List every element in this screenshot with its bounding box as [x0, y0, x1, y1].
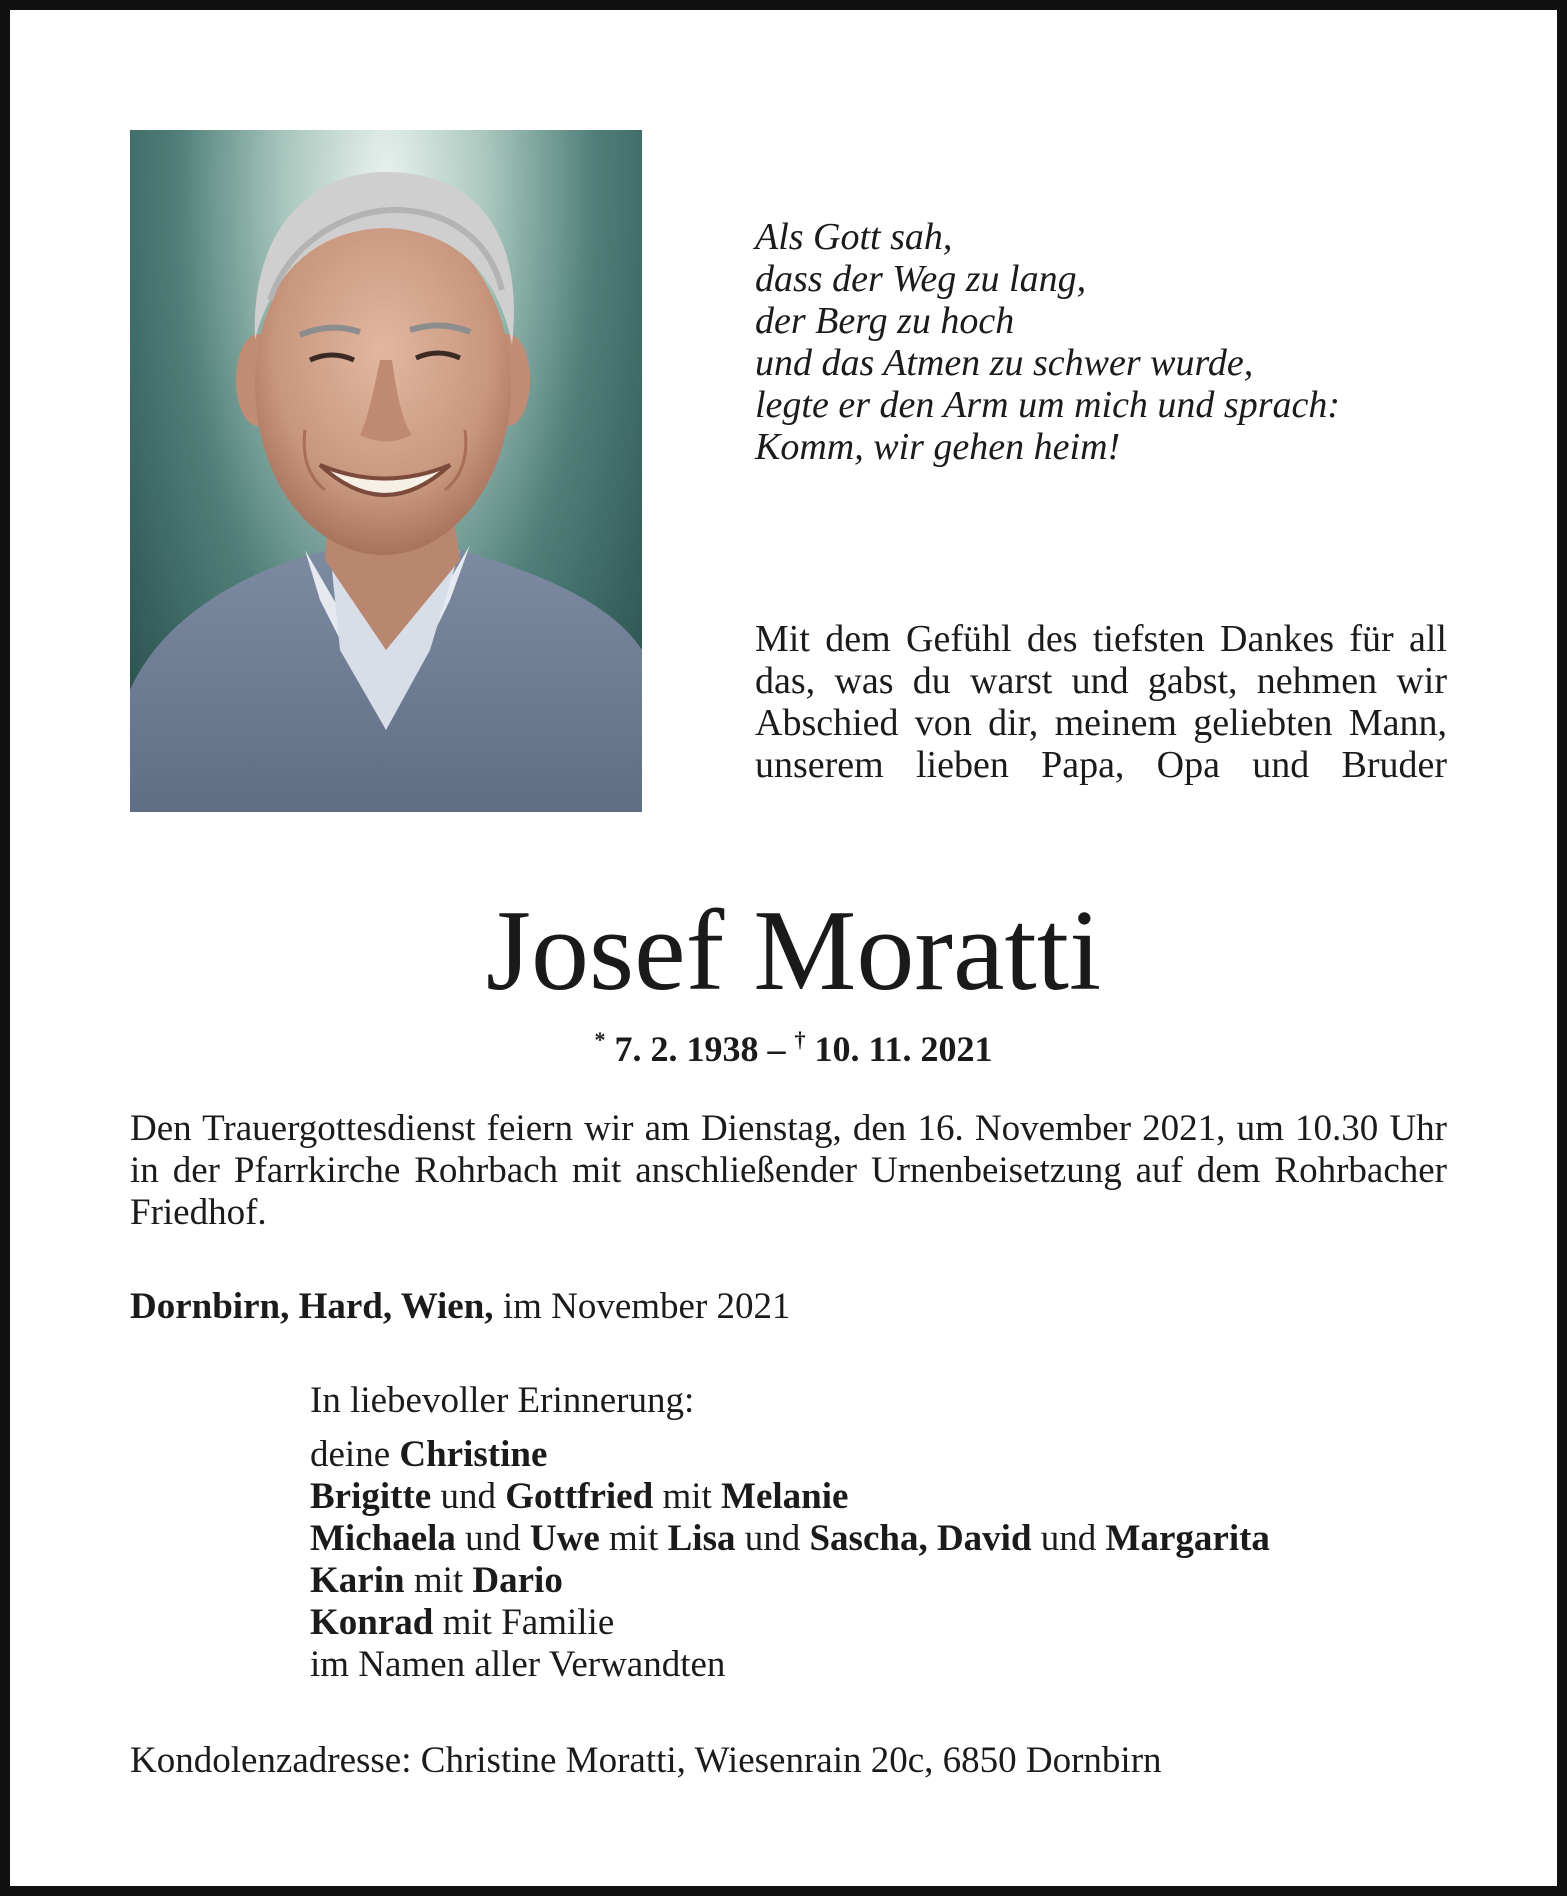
life-dates [10, 1018, 1567, 1071]
mourner-connector: mit [653, 1476, 722, 1517]
mourner-name: Lisa [667, 1518, 736, 1559]
mourner-connector: und [735, 1518, 810, 1559]
poem-line: der Berg zu hoch [755, 300, 1015, 342]
memory-heading: In liebevoller Erinnerung: [310, 1380, 695, 1421]
mourner-connector: mit Familie [433, 1602, 615, 1643]
poem-line: Komm, wir gehen heim! [755, 426, 1121, 468]
mourner-connector: und [455, 1518, 530, 1559]
mourner-name: Dario [472, 1560, 563, 1601]
mourner-name: Michaela [310, 1518, 456, 1559]
mourner-connector: im Namen aller Verwandten [310, 1644, 726, 1685]
mourner-connector: deine [310, 1434, 400, 1475]
portrait-illustration [130, 130, 642, 812]
mourner-line [310, 1644, 1270, 1686]
death-cross-icon: † [794, 1027, 806, 1052]
mourner-name: Margarita [1105, 1518, 1270, 1559]
death-date: 10. 11. 2021 [814, 1029, 993, 1069]
mourner-line [310, 1476, 1270, 1518]
birth-date: 7. 2. 1938 [614, 1029, 759, 1069]
portrait-photo-icon [130, 130, 642, 812]
mourner-name: Uwe [529, 1518, 600, 1559]
mourner-connector: mit [404, 1560, 473, 1601]
mourner-name: Brigitte [310, 1476, 432, 1517]
poem-line: legte er den Arm um mich und sprach: [755, 384, 1341, 426]
date-separator: – [767, 1029, 786, 1069]
month-year: im November 2021 [502, 1286, 791, 1327]
funeral-service-text: Den Trauergottesdienst feiern wir am Dienstag, den 16. November 2021, um 10.30 Uhr in der Pfarrkirche Rohrbach mit anschließender Urnenbeisetzung auf dem Rohrbacher Friedhof. [130, 1108, 1447, 1233]
locations: Dornbirn, Hard, Wien, [130, 1286, 494, 1327]
mourner-name: Sascha, David [809, 1518, 1032, 1559]
mourner-name: Karin [310, 1560, 405, 1601]
mourner-name: Konrad [310, 1602, 434, 1643]
mourner-line [310, 1434, 1270, 1476]
poem-line: Als Gott sah, [755, 216, 953, 258]
mourner-line [310, 1518, 1270, 1560]
poem-line: und das Atmen zu schwer wurde, [755, 342, 1254, 384]
farewell-text: Mit dem Gefühl des tiefsten Dankes für all das, was du warst und gabst, nehmen wir Abschied von dir, meinem geliebten Mann, unserem lieben Papa, Opa und Bruder [755, 618, 1447, 786]
mourner-connector: und [1031, 1518, 1106, 1559]
mourner-name: Melanie [721, 1476, 849, 1517]
mourner-line [310, 1560, 1270, 1602]
deceased-name: Josef Moratti [485, 887, 1102, 1015]
mourner-line [310, 1602, 1270, 1644]
place-and-date [130, 1286, 791, 1328]
mourner-connector: und [431, 1476, 506, 1517]
poem [755, 216, 1340, 468]
condolence-address: Kondolenzadresse: Christine Moratti, Wiesenrain 20c, 6850 Dornbirn [130, 1740, 1162, 1781]
birth-star-icon: * [594, 1027, 606, 1052]
mourner-name: Christine [399, 1434, 548, 1475]
poem-line: dass der Weg zu lang, [755, 258, 1087, 300]
mourner-name: Gottfried [505, 1476, 654, 1517]
mourner-connector: mit [599, 1518, 668, 1559]
mourners-list [310, 1434, 1270, 1686]
